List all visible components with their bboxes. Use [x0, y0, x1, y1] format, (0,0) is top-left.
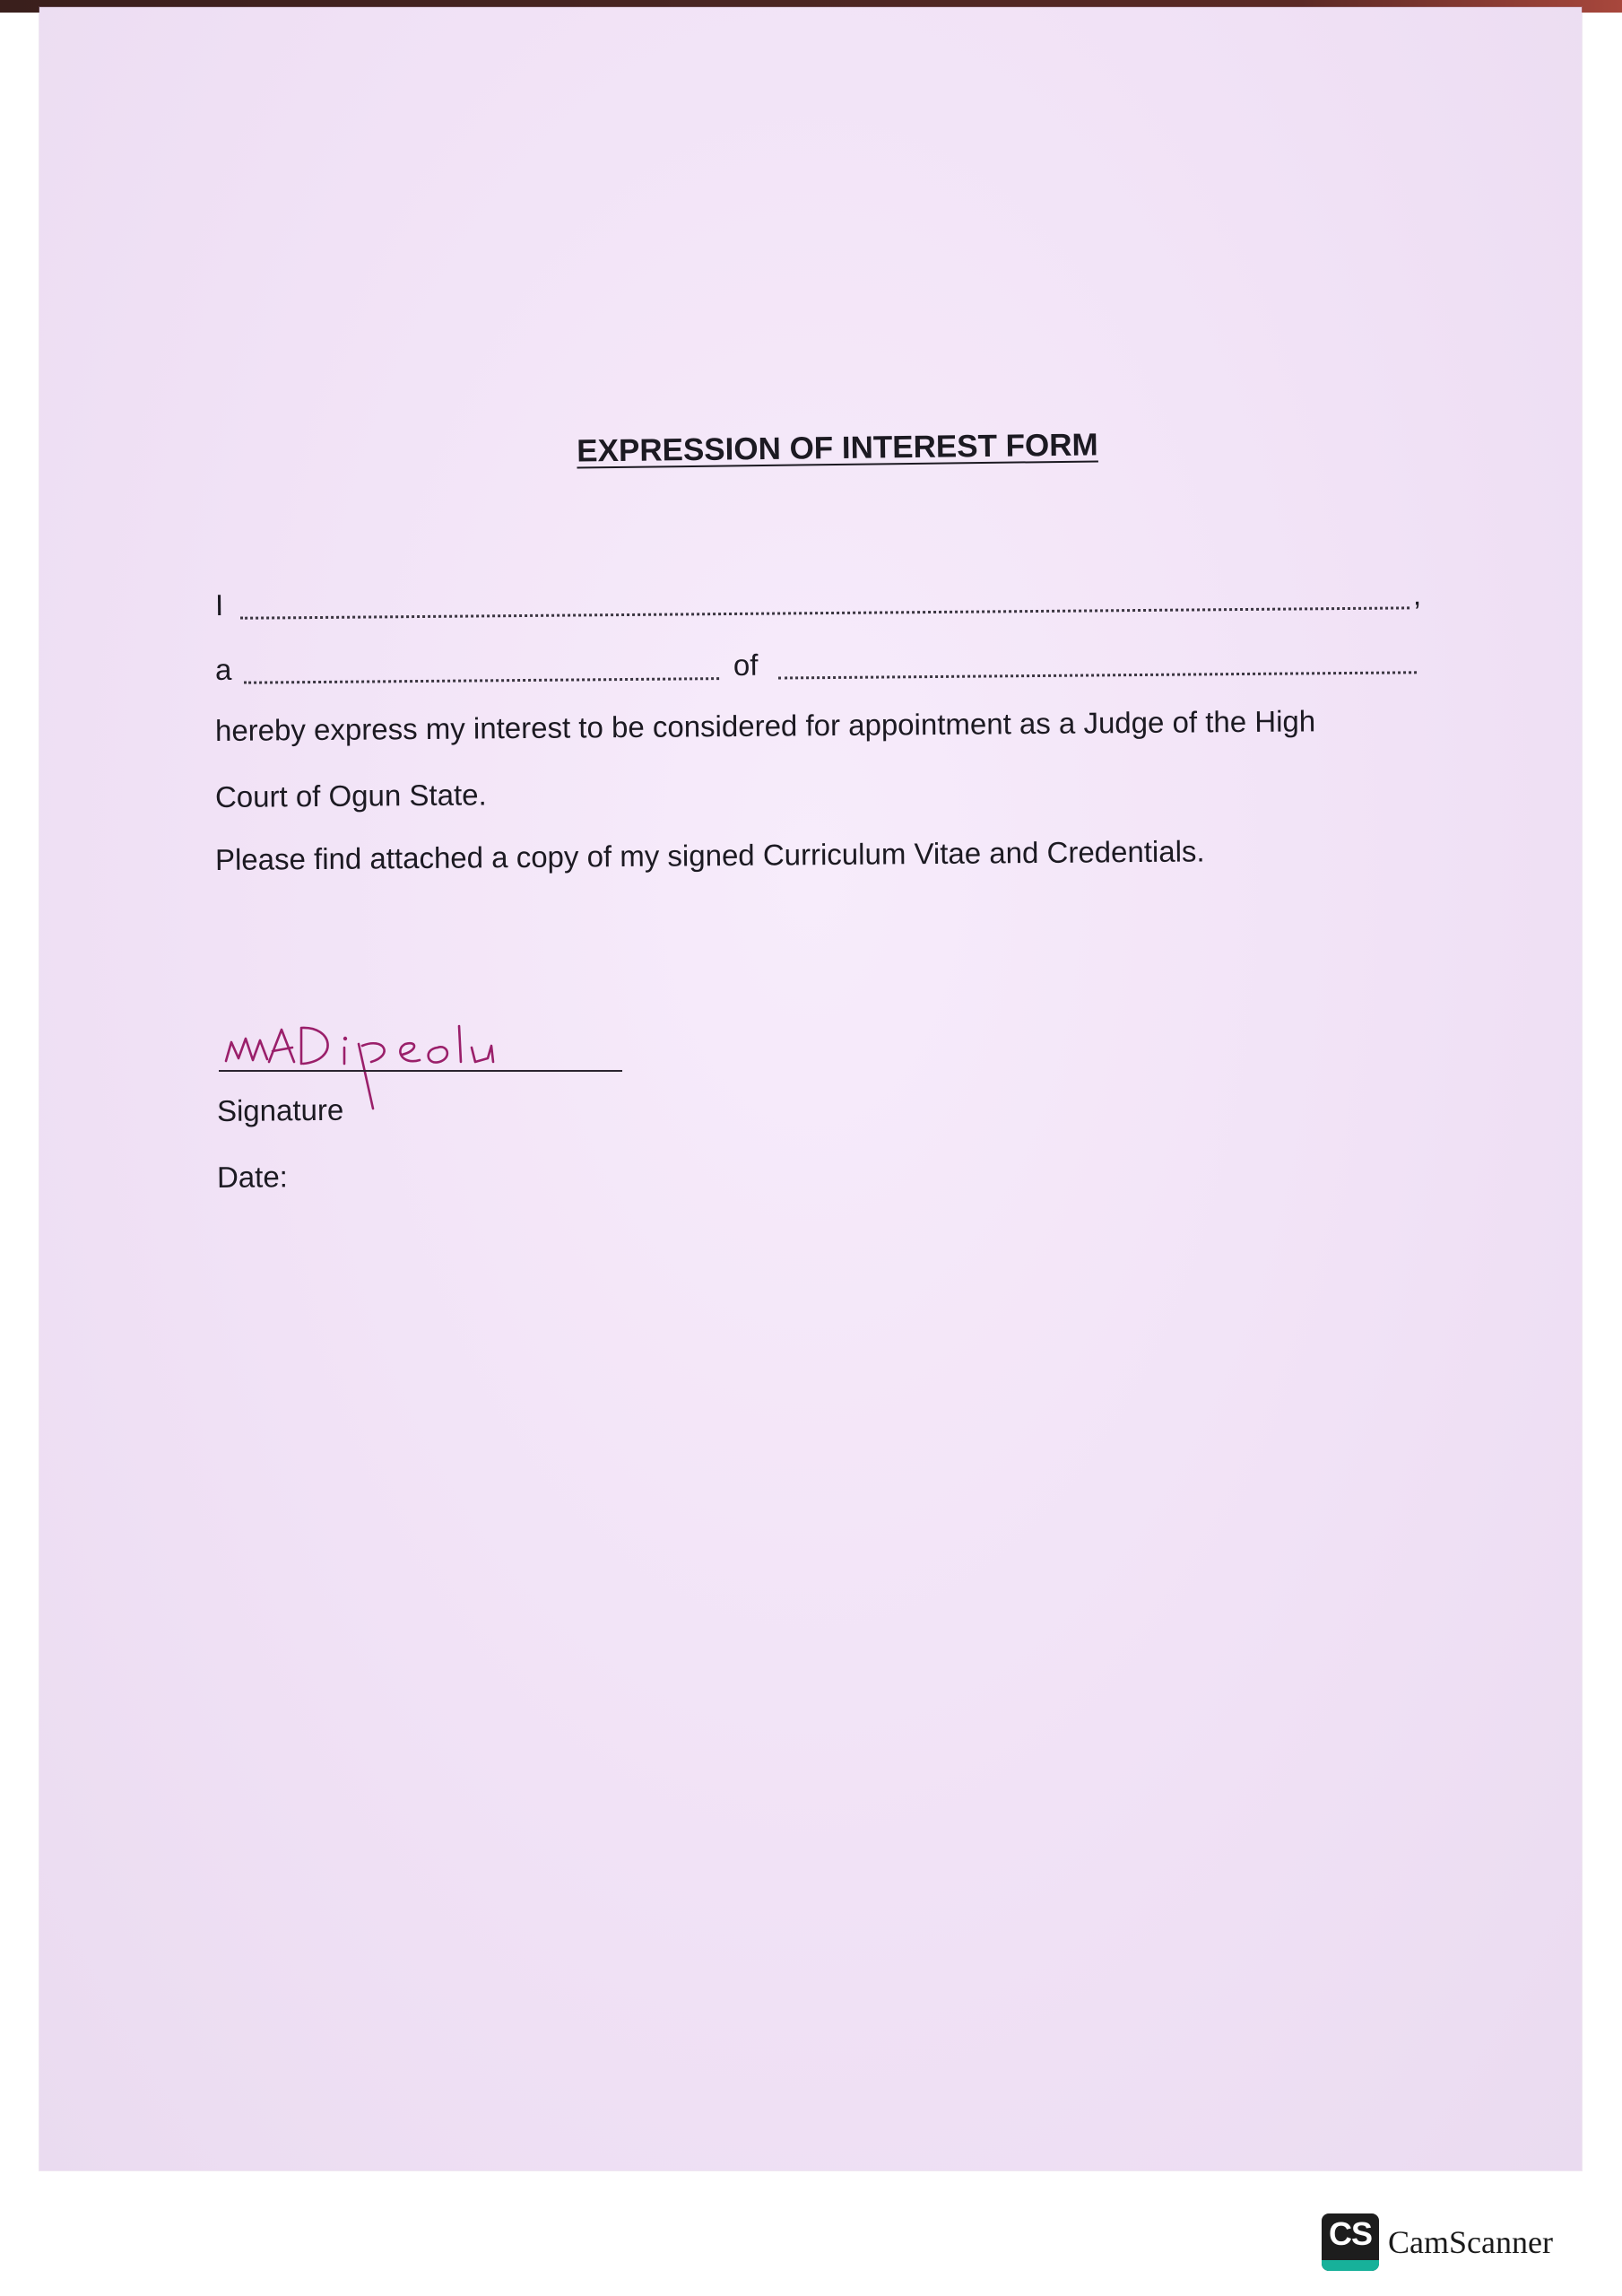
signature-label: Signature: [216, 1092, 344, 1127]
camscanner-badge-icon: [1322, 2213, 1379, 2271]
body-line-1: hereby express my interest to be considered for appointment as a Judge of the High: [214, 704, 1316, 747]
name-line-prefix: I: [214, 587, 224, 622]
name-line-comma: ,: [1412, 578, 1422, 612]
camscanner-badge-text: CS: [1328, 2215, 1372, 2252]
date-label: Date:: [216, 1160, 289, 1194]
name-blank: [240, 606, 1409, 619]
position-blank: [244, 677, 719, 684]
body-line-3: Please find attached a copy of my signed Curriculum Vitae and Credentials.: [214, 834, 1205, 876]
camscanner-logo: [1322, 2213, 1553, 2271]
paper-sheet: [39, 7, 1582, 2170]
organisation-blank: [778, 671, 1417, 679]
signature-rule: [219, 1070, 622, 1072]
position-line-prefix: a: [214, 652, 232, 686]
name-line: [215, 578, 1470, 628]
camscanner-name: CamScanner: [1388, 2224, 1553, 2260]
position-line: [215, 642, 1470, 692]
position-line-of: of: [733, 648, 759, 682]
body-line-2: Court of Ogun State.: [214, 778, 487, 813]
form-title: EXPRESSION OF INTEREST FORM: [577, 427, 1098, 469]
